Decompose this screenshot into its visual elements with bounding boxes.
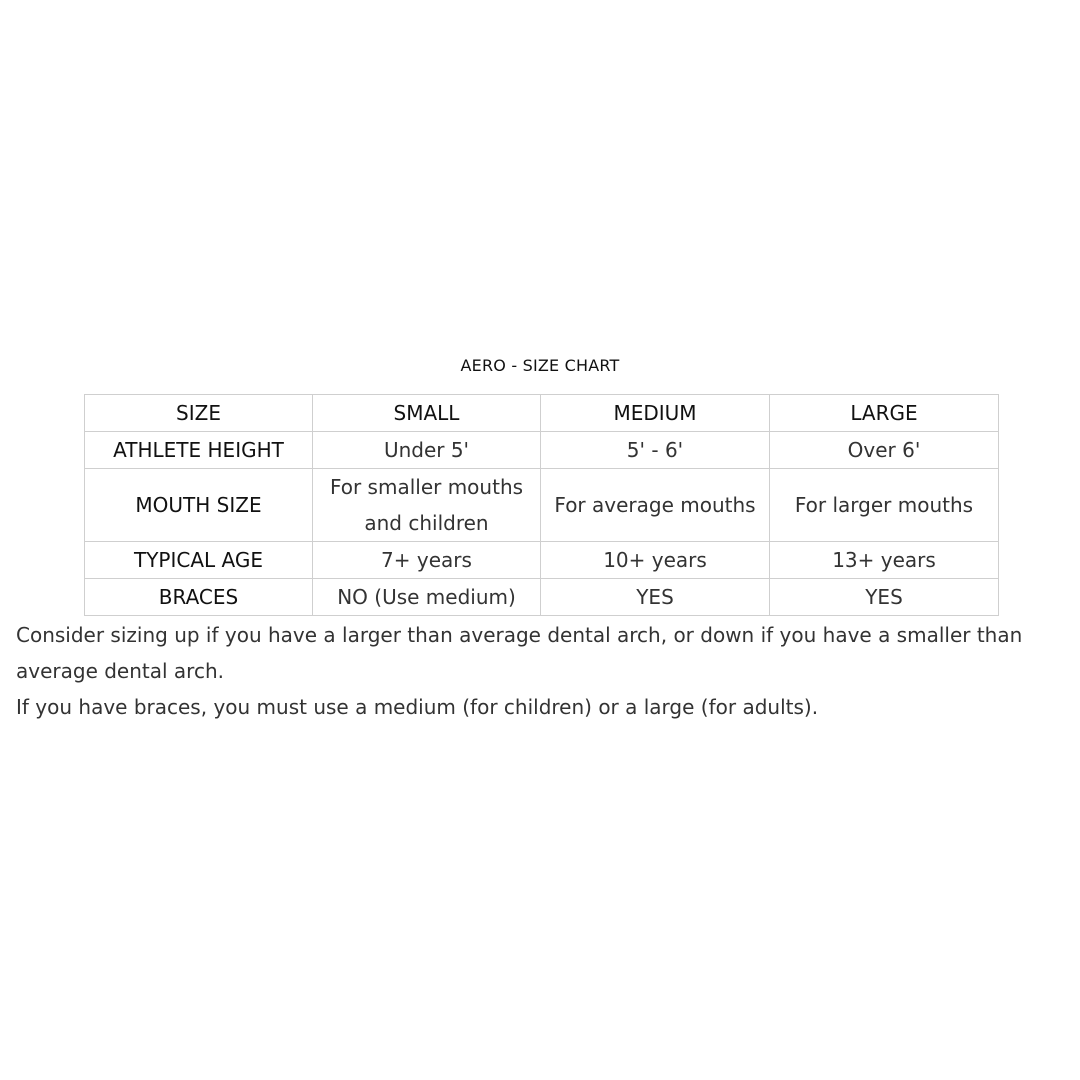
table-cell: 5' - 6' <box>541 432 770 469</box>
header-cell-small: SMALL <box>313 395 541 432</box>
table-cell: Under 5' <box>313 432 541 469</box>
row-label: MOUTH SIZE <box>85 469 313 542</box>
table-row-typical-age <box>85 542 999 579</box>
table-cell: YES <box>541 579 770 616</box>
table-cell: YES <box>770 579 999 616</box>
row-label: TYPICAL AGE <box>85 542 313 579</box>
row-label: BRACES <box>85 579 313 616</box>
size-chart-table <box>84 394 999 616</box>
chart-title: AERO - SIZE CHART <box>460 356 620 375</box>
table-cell: 7+ years <box>313 542 541 579</box>
table-row-mouth-size <box>85 469 999 542</box>
row-label: ATHLETE HEIGHT <box>85 432 313 469</box>
header-cell-large: LARGE <box>770 395 999 432</box>
table-cell: Over 6' <box>770 432 999 469</box>
table-cell: NO (Use medium) <box>313 579 541 616</box>
table-cell: For larger mouths <box>770 469 999 542</box>
note-braces-advice: If you have braces, you must use a medium (for children) or a large (for adults). <box>16 695 819 719</box>
table-cell: 10+ years <box>541 542 770 579</box>
table-cell: 13+ years <box>770 542 999 579</box>
table-cell: For average mouths <box>541 469 770 542</box>
table-row-braces <box>85 579 999 616</box>
table-header-row <box>85 395 999 432</box>
header-cell-medium: MEDIUM <box>541 395 770 432</box>
sizing-notes <box>16 617 1066 725</box>
note-sizing-advice: Consider sizing up if you have a larger than average dental arch, or down if you have a smaller than average dental arch. <box>16 623 1023 683</box>
table-row-athlete-height <box>85 432 999 469</box>
table-cell: For smaller mouths and children <box>313 469 541 542</box>
header-cell-size: SIZE <box>85 395 313 432</box>
